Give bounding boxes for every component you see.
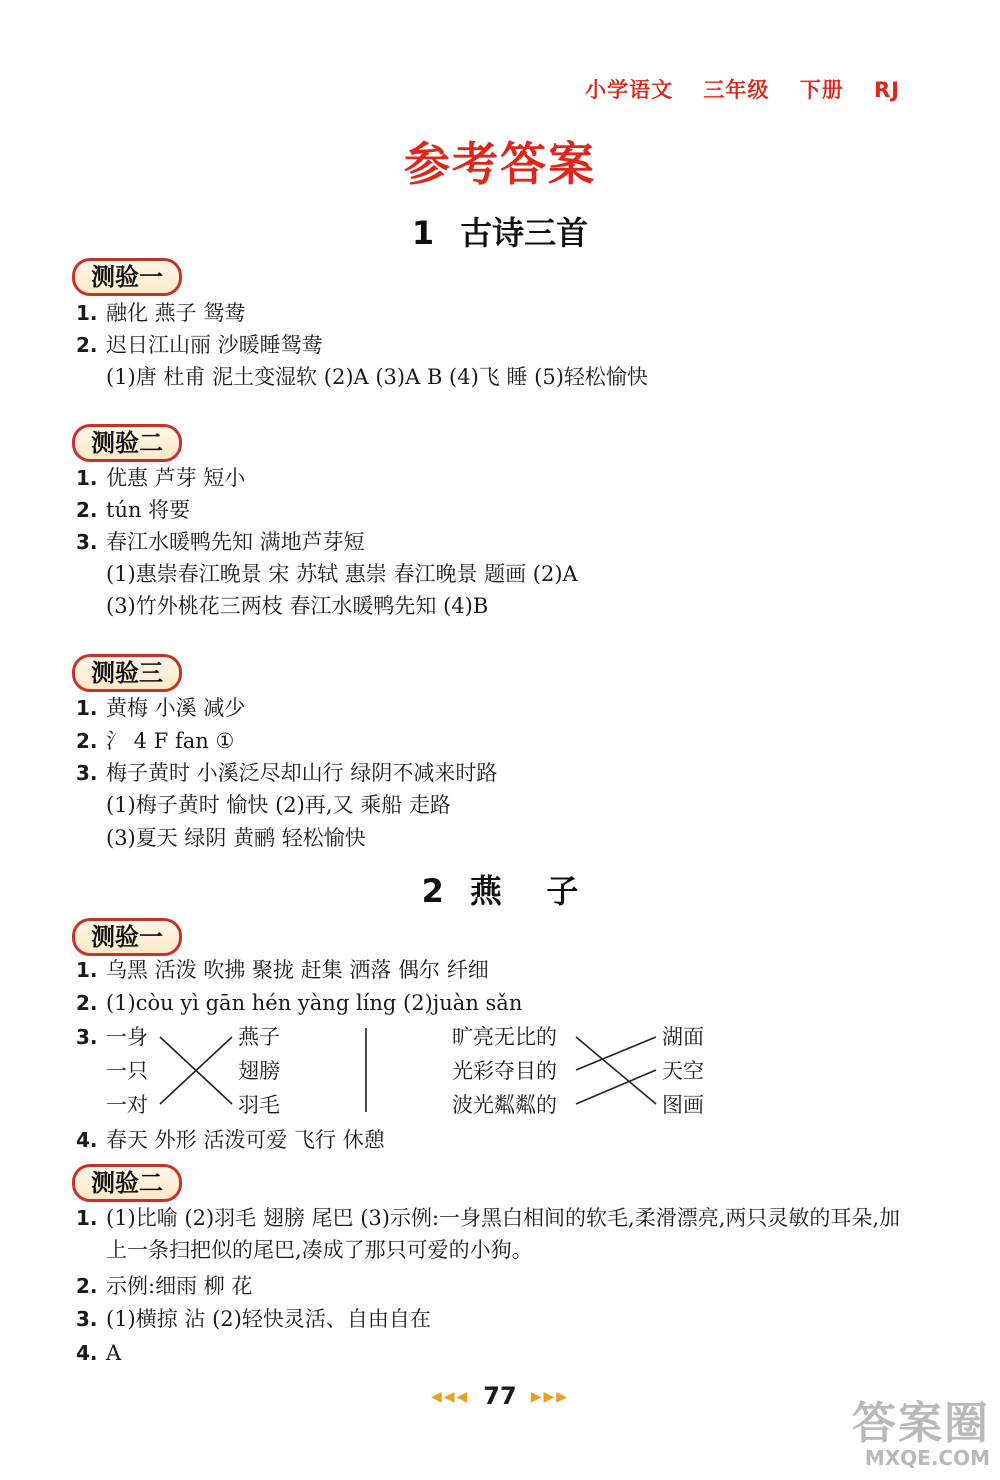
match-line — [576, 1070, 656, 1104]
answer-line: 1. 乌黑 活泼 吹拂 聚拢 赶集 洒落 偶尔 纤细 — [76, 958, 489, 982]
answer-line: 1. 优惠 芦芽 短小 — [76, 466, 246, 490]
answer-line: 1. 融化 燕子 鸳鸯 — [76, 301, 246, 325]
test-badge: 测验三 — [72, 654, 182, 692]
match-right-item: 羽毛 — [238, 1093, 280, 1117]
page-number: 77 — [483, 1382, 517, 1410]
watermark-logo — [810, 1400, 990, 1472]
page-title: 参考答案 — [404, 137, 596, 191]
answer-line: (1)梅子黄时 愉快 (2)再,又 乘船 走路 — [106, 793, 451, 817]
header-subject: 小学语文 — [585, 78, 674, 102]
test-badge: 测验一 — [72, 918, 182, 956]
answer-line: 2. 氵 4 F fan ① — [76, 729, 235, 753]
match-left-item: 一只 — [106, 1059, 148, 1083]
answer-line: 1. (1)比喻 (2)羽毛 翅膀 尾巴 (3)示例:一身黑白相间的软毛,柔滑漂亮,两只灵敏的耳朵,加上一条扫把似的尾巴,凑成了那只可爱的小狗。 — [76, 1206, 901, 1262]
answer-line: 4. 春天 外形 活泼可爱 飞行 休憩 — [76, 1128, 385, 1152]
lesson-2-title — [0, 866, 1000, 912]
arrow-right-icon: ▶▶▶ — [530, 1389, 570, 1405]
match-left-item: 一身 — [106, 1025, 148, 1049]
lesson-name: 古诗三首 — [460, 214, 589, 252]
answer-line: (1)唐 杜甫 泥土变湿软 (2)A (3)A B (4)飞 睡 (5)轻松愉快 — [106, 365, 648, 389]
answer-line: 3. 梅子黄时 小溪泛尽却山行 绿阴不减来时路 — [76, 761, 498, 785]
watermark-url: MXQE.COM — [864, 1446, 990, 1470]
match-left-item: 波光粼粼的 — [452, 1093, 557, 1117]
lesson-number: 1 — [411, 214, 435, 252]
answer-line: 3. (1)横掠 沾 (2)轻快灵活、自由自在 — [76, 1307, 431, 1331]
test-badge: 测验二 — [72, 424, 182, 462]
lesson-name: 燕 子 — [469, 872, 579, 910]
match-right-item: 燕子 — [238, 1025, 280, 1049]
match-left-item: 旷亮无比的 — [452, 1025, 557, 1049]
answer-line: (3)夏天 绿阴 黄鹂 轻松愉快 — [106, 826, 366, 850]
match-right-item: 天空 — [662, 1059, 704, 1083]
answer-line: 1. 黄梅 小溪 减少 — [76, 696, 246, 720]
answer-line: 4. A — [76, 1341, 122, 1365]
answer-line: (1)惠崇春江晚景 宋 苏轼 惠崇 春江晚景 题画 (2)A — [106, 562, 578, 586]
answer-line: 2. 迟日江山丽 沙暖睡鸳鸯 — [76, 333, 323, 357]
header-edition: RJ — [874, 78, 900, 102]
header-volume: 下册 — [799, 78, 844, 102]
test-badge: 测验一 — [72, 258, 182, 296]
watermark-text: 答案圈 — [852, 1398, 990, 1449]
test-badge: 测验二 — [72, 1164, 182, 1202]
lesson-1-title — [0, 208, 1000, 254]
header-grade: 三年级 — [703, 78, 770, 102]
page-header — [563, 74, 900, 104]
lesson-number: 2 — [421, 872, 444, 910]
arrow-left-icon: ◀◀◀ — [430, 1389, 470, 1405]
answer-line: 2. tún 将要 — [76, 498, 191, 522]
answer-line: 3. — [76, 1025, 98, 1049]
answer-line: 2. (1)còu yì gān hén yàng líng (2)juàn sǎn — [76, 991, 523, 1015]
answer-line: 3. 春江水暖鸭先知 满地芦芽短 — [76, 530, 365, 554]
match-right-item: 湖面 — [662, 1025, 704, 1049]
match-left-item: 一对 — [106, 1093, 148, 1117]
answer-line: (3)竹外桃花三两枝 春江水暖鸭先知 (4)B — [106, 594, 489, 618]
match-right-item: 翅膀 — [238, 1059, 280, 1083]
match-right-item: 图画 — [662, 1093, 704, 1117]
answer-line: 2. 示例:细雨 柳 花 — [76, 1274, 253, 1298]
match-left-item: 光彩夺目的 — [452, 1059, 557, 1083]
